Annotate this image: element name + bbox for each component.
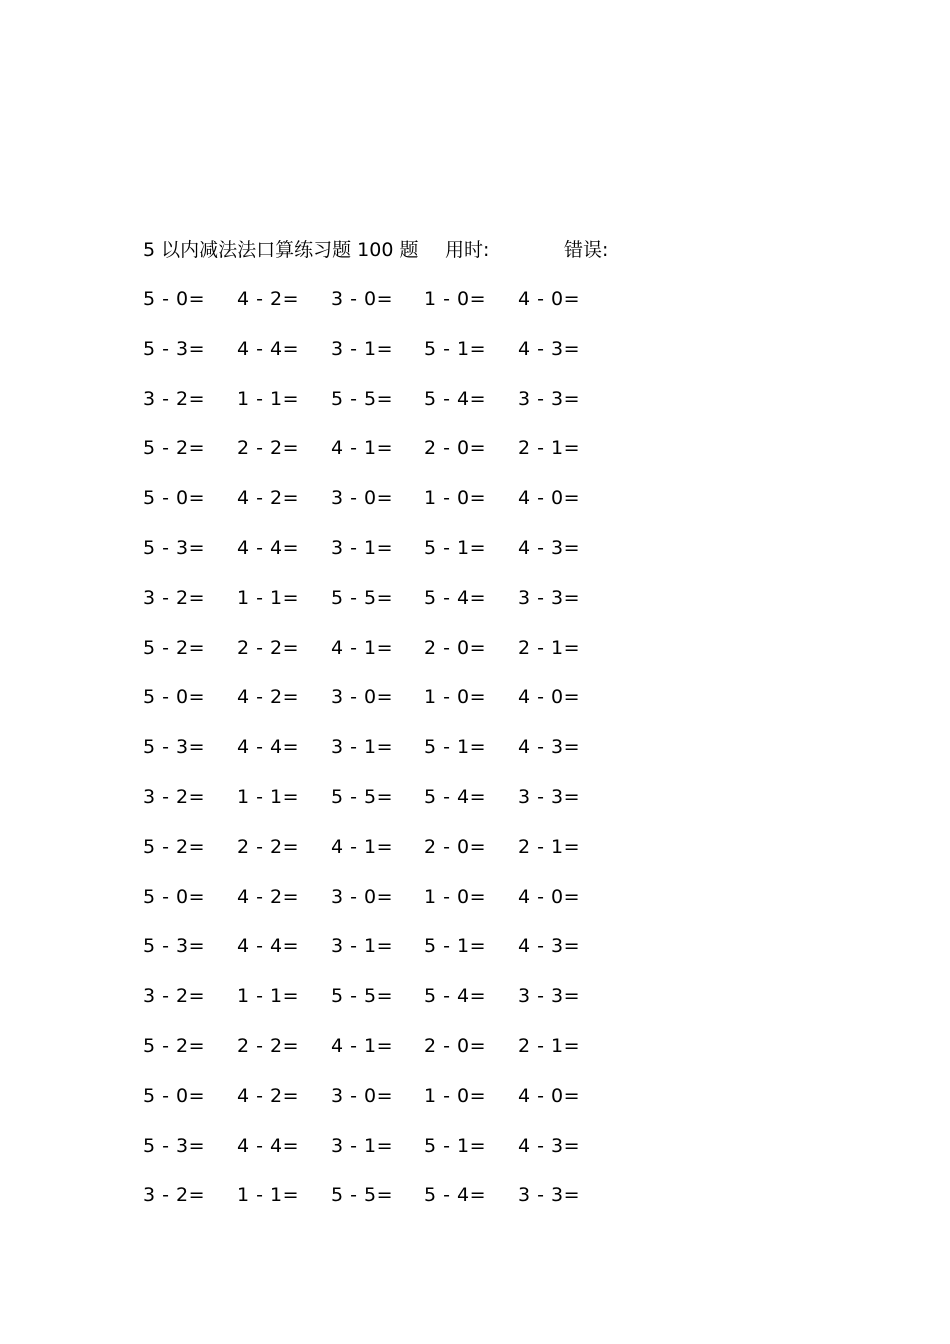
problem-cell: 4 - 3=: [518, 1134, 581, 1157]
problem-cell: 2 - 1=: [518, 636, 581, 659]
problem-cell: 4 - 0=: [518, 885, 581, 908]
problem-cell: 5 - 2=: [143, 835, 206, 858]
problem-cell: 5 - 2=: [143, 636, 206, 659]
problem-cell: 5 - 4=: [424, 387, 487, 410]
problem-cell: 1 - 0=: [424, 288, 487, 310]
problem-cell: 5 - 3=: [143, 536, 206, 559]
problem-cell: 4 - 2=: [237, 885, 300, 908]
problem-cell: 3 - 2=: [143, 785, 206, 808]
problem-cell: 3 - 3=: [518, 785, 581, 808]
problem-cell: 3 - 0=: [331, 487, 394, 510]
problem-cell: 4 - 0=: [518, 288, 581, 310]
problem-cell: 1 - 0=: [424, 487, 487, 510]
problem-cell: 4 - 0=: [518, 487, 581, 510]
problem-cell: 1 - 1=: [237, 1184, 300, 1207]
problem-cell: 4 - 2=: [237, 288, 300, 310]
problem-cell: 5 - 0=: [143, 1084, 206, 1107]
problem-cell: 1 - 1=: [237, 586, 300, 609]
problem-cell: 3 - 3=: [518, 1184, 581, 1207]
problem-cell: 2 - 1=: [518, 835, 581, 858]
problem-cell: 2 - 1=: [518, 437, 581, 460]
problem-cell: 2 - 1=: [518, 1034, 581, 1057]
problem-cell: 4 - 1=: [331, 1034, 394, 1057]
problem-cell: 5 - 5=: [331, 387, 394, 410]
problem-cell: 3 - 3=: [518, 387, 581, 410]
problem-cell: 2 - 0=: [424, 1034, 487, 1057]
problem-cell: 1 - 1=: [237, 785, 300, 808]
problem-cell: 2 - 0=: [424, 835, 487, 858]
problem-cell: 5 - 4=: [424, 1184, 487, 1207]
problem-cell: 5 - 4=: [424, 586, 487, 609]
problem-cell: 5 - 1=: [424, 1134, 487, 1157]
problem-cell: 4 - 3=: [518, 536, 581, 559]
problem-cell: 4 - 0=: [518, 686, 581, 709]
problem-cell: 3 - 2=: [143, 1184, 206, 1207]
time-used-label: 用时:: [445, 239, 490, 261]
problem-cell: 5 - 2=: [143, 1034, 206, 1057]
problem-cell: 2 - 2=: [237, 437, 300, 460]
problem-cell: 2 - 2=: [237, 636, 300, 659]
problem-cell: 4 - 4=: [237, 736, 300, 759]
problem-cell: 4 - 0=: [518, 1084, 581, 1107]
problem-cell: 3 - 1=: [331, 736, 394, 759]
problem-cell: 1 - 0=: [424, 885, 487, 908]
problem-cell: 4 - 4=: [237, 536, 300, 559]
problem-cell: 4 - 4=: [237, 1134, 300, 1157]
problem-cell: 4 - 3=: [518, 935, 581, 958]
problem-cell: 5 - 3=: [143, 736, 206, 759]
problem-cell: 2 - 0=: [424, 636, 487, 659]
problem-cell: 5 - 0=: [143, 288, 206, 310]
problem-cell: 5 - 1=: [424, 536, 487, 559]
problem-cell: 5 - 5=: [331, 1184, 394, 1207]
problem-cell: 2 - 2=: [237, 835, 300, 858]
problem-cell: 3 - 3=: [518, 586, 581, 609]
problem-cell: 5 - 0=: [143, 885, 206, 908]
problem-cell: 5 - 0=: [143, 487, 206, 510]
problem-cell: 4 - 1=: [331, 636, 394, 659]
problem-cell: 5 - 0=: [143, 686, 206, 709]
problem-cell: 5 - 3=: [143, 1134, 206, 1157]
problem-cell: 5 - 3=: [143, 337, 206, 360]
problem-cell: 3 - 0=: [331, 885, 394, 908]
problem-cell: 3 - 2=: [143, 387, 206, 410]
problem-cell: 4 - 3=: [518, 736, 581, 759]
problem-cell: 5 - 5=: [331, 985, 394, 1008]
problem-cell: 3 - 1=: [331, 1134, 394, 1157]
problem-cell: 5 - 1=: [424, 736, 487, 759]
problem-cell: 2 - 0=: [424, 437, 487, 460]
problem-cell: 1 - 1=: [237, 387, 300, 410]
problem-cell: 5 - 4=: [424, 985, 487, 1008]
problem-cell: 5 - 4=: [424, 785, 487, 808]
problem-cell: 3 - 1=: [331, 337, 394, 360]
problem-cell: 3 - 0=: [331, 1084, 394, 1107]
problem-cell: 4 - 1=: [331, 437, 394, 460]
worksheet-title: 5 以内减法法口算练习题 100 题: [143, 239, 419, 261]
problem-cell: 3 - 0=: [331, 686, 394, 709]
problem-cell: 5 - 5=: [331, 785, 394, 808]
problem-cell: 4 - 4=: [237, 935, 300, 958]
problem-cell: 3 - 2=: [143, 985, 206, 1008]
problem-cell: 5 - 3=: [143, 935, 206, 958]
problem-cell: 3 - 2=: [143, 586, 206, 609]
problem-cell: 3 - 0=: [331, 288, 394, 310]
problem-cell: 4 - 4=: [237, 337, 300, 360]
problem-cell: 3 - 1=: [331, 935, 394, 958]
problem-cell: 1 - 0=: [424, 1084, 487, 1107]
problem-cell: 5 - 5=: [331, 586, 394, 609]
problem-cell: 4 - 1=: [331, 835, 394, 858]
problem-cell: 3 - 1=: [331, 536, 394, 559]
problem-cell: 4 - 2=: [237, 1084, 300, 1107]
problem-cell: 5 - 1=: [424, 337, 487, 360]
problem-cell: 1 - 1=: [237, 985, 300, 1008]
problem-cell: 2 - 2=: [237, 1034, 300, 1057]
errors-label: 错误:: [564, 239, 609, 261]
problem-cell: 4 - 2=: [237, 686, 300, 709]
problem-cell: 4 - 2=: [237, 487, 300, 510]
problem-cell: 5 - 1=: [424, 935, 487, 958]
problem-cell: 4 - 3=: [518, 337, 581, 360]
problem-cell: 5 - 2=: [143, 437, 206, 460]
problem-cell: 1 - 0=: [424, 686, 487, 709]
problem-cell: 3 - 3=: [518, 985, 581, 1008]
